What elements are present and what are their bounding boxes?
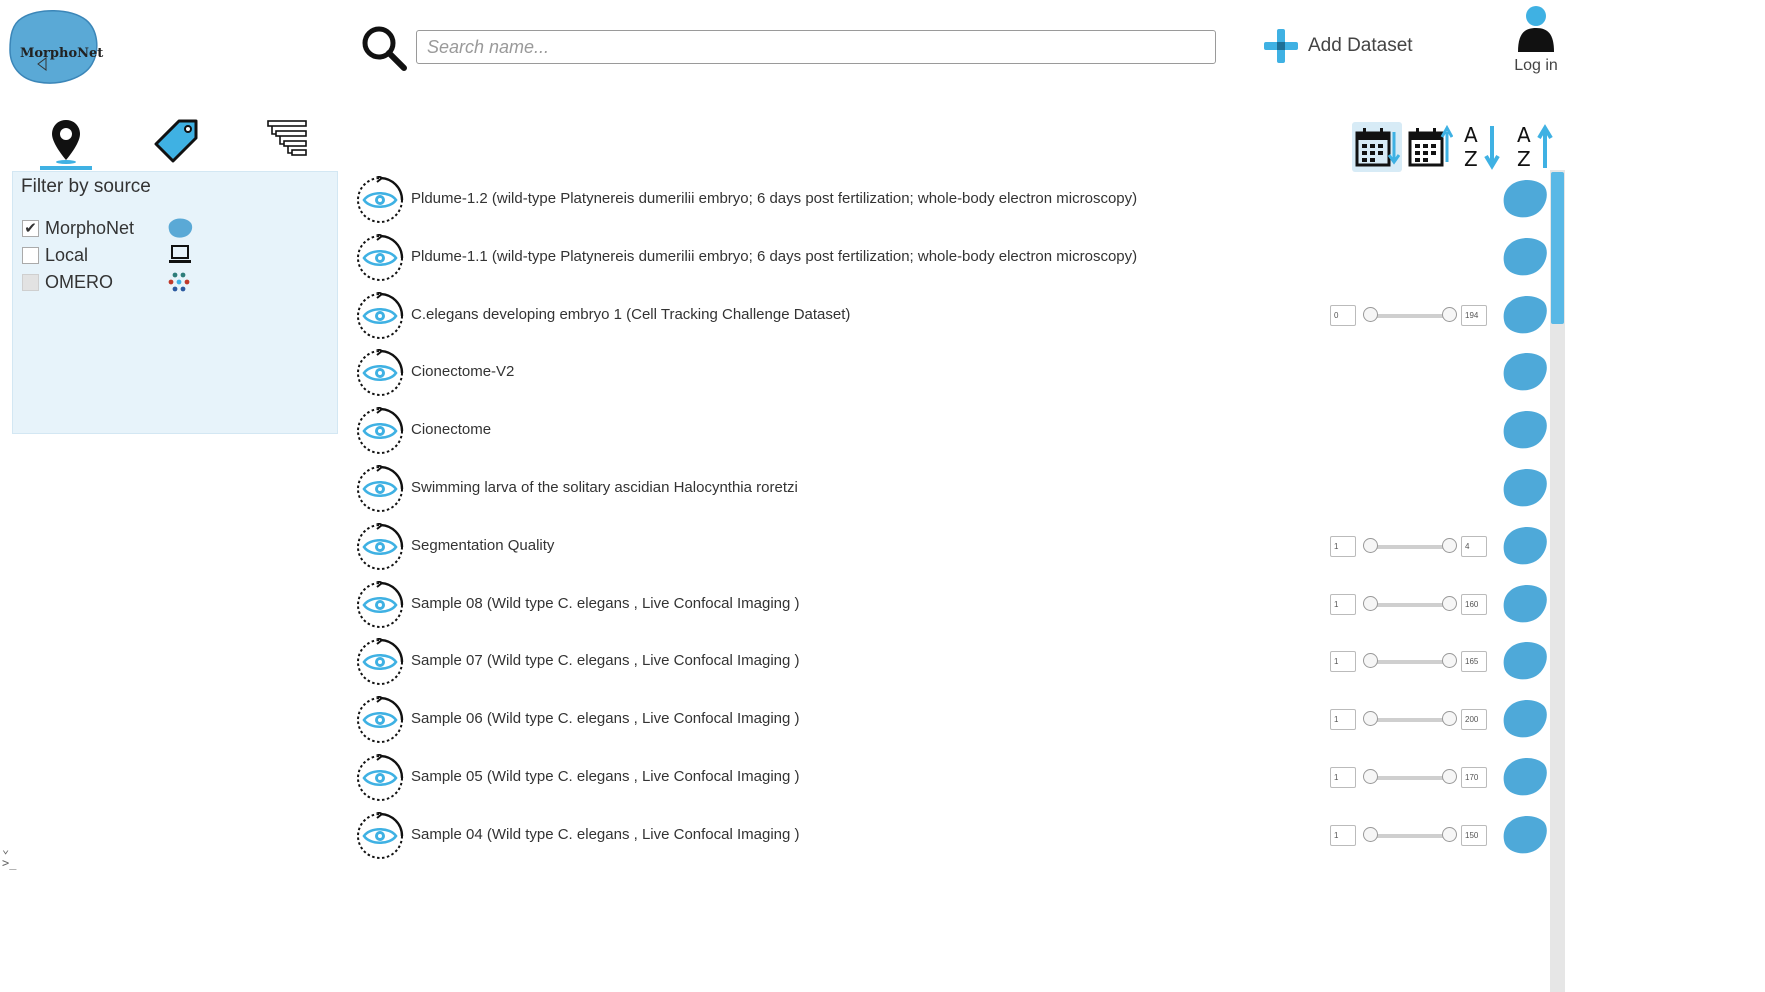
slider-max-handle[interactable] [1442,827,1457,842]
user-icon [1516,4,1556,54]
dataset-source-button[interactable] [1502,236,1547,278]
view-dataset-icon [356,638,404,686]
morphonet-blob-icon [1502,756,1547,798]
svg-text:Z: Z [1464,147,1478,171]
source-label: OMERO [45,271,114,292]
slider-min-handle[interactable] [1363,827,1378,842]
time-min-input[interactable]: 1 [1330,767,1356,788]
view-dataset-icon [356,176,404,224]
dataset-row[interactable] [352,401,1547,459]
source-label: Local [45,244,89,265]
sort-date-asc-button[interactable] [1405,122,1455,172]
tab-filter-tags[interactable] [150,118,202,170]
morphonet-blob-icon [1502,236,1547,278]
dataset-row[interactable] [352,170,1547,228]
view-dataset-button[interactable] [356,754,404,802]
dataset-source-button[interactable] [1502,640,1547,682]
morphonet-blob-icon [1502,814,1547,856]
view-dataset-button[interactable] [356,176,404,224]
omero-checkbox[interactable] [22,274,39,291]
view-dataset-button[interactable] [356,349,404,397]
view-dataset-icon [356,754,404,802]
slider-track[interactable] [1370,314,1450,318]
dataset-name: Sample 04 (Wild type C. elegans , Live Confocal Imaging ) [411,825,800,843]
slider-max-handle[interactable] [1442,538,1457,553]
morphonet-blob-icon [1502,583,1547,625]
dataset-name: Segmentation Quality [411,536,555,554]
view-dataset-icon [356,234,404,282]
morphonet-blob-icon [1502,409,1547,451]
laptop-icon [168,245,192,265]
dataset-source-button[interactable] [1502,467,1547,509]
sort-az-desc-button[interactable] [1458,122,1508,172]
dataset-name: Sample 06 (Wild type C. elegans , Live Confocal Imaging ) [411,710,800,728]
source-row-omero[interactable] [22,270,193,294]
slider-max-handle[interactable] [1442,711,1457,726]
tag-icon [153,118,199,164]
filter-title: Filter by source [21,176,151,197]
sort-alpha-up-icon [1513,122,1559,172]
dataset-source-button[interactable] [1502,814,1547,856]
dataset-row[interactable] [352,575,1547,633]
slider-track[interactable] [1370,603,1450,607]
dataset-row[interactable] [352,806,1547,864]
logo-text: MorphoNet [20,46,104,61]
morphonet-blob-icon [1502,467,1547,509]
morphonet-logo[interactable] [8,8,104,86]
search-input[interactable] [416,30,1216,64]
slider-track[interactable] [1370,660,1450,664]
dataset-row[interactable] [352,632,1547,690]
view-dataset-button[interactable] [356,696,404,744]
view-dataset-button[interactable] [356,638,404,686]
login-button[interactable] [1508,4,1564,75]
time-max-input[interactable]: 194 [1461,305,1487,326]
dataset-row[interactable] [352,748,1547,806]
dataset-source-button[interactable] [1502,351,1547,393]
view-dataset-button[interactable] [356,292,404,340]
slider-track[interactable] [1370,776,1450,780]
slider-track[interactable] [1370,545,1450,549]
svg-text:Z: Z [1517,147,1531,171]
view-dataset-icon [356,292,404,340]
tab-filter-hierarchy[interactable] [262,118,314,170]
dataset-source-button[interactable] [1502,756,1547,798]
time-min-input[interactable]: 1 [1330,594,1356,615]
search-icon[interactable] [358,22,410,74]
source-label: MorphoNet [45,217,135,238]
time-max-input[interactable]: 200 [1461,709,1487,730]
morphonet-blob-icon [167,217,193,239]
view-dataset-icon [356,465,404,513]
view-dataset-icon [356,581,404,629]
dataset-name: Cionectome-V2 [411,363,515,381]
slider-max-handle[interactable] [1442,769,1457,784]
dataset-row[interactable] [352,517,1547,575]
slider-min-handle[interactable] [1363,769,1378,784]
add-dataset-button[interactable] [1262,26,1413,66]
time-min-input[interactable]: 1 [1330,825,1356,846]
location-pin-icon [50,118,82,164]
omero-dots-icon [167,271,193,293]
view-dataset-button[interactable] [356,234,404,282]
view-dataset-button[interactable] [356,523,404,571]
dataset-name: Sample 05 (Wild type C. elegans , Live Confocal Imaging ) [411,768,800,785]
morphonet-blob-icon [1502,294,1547,336]
console-toggle[interactable]: ⌄ >_ [2,842,17,870]
dataset-list [352,170,1547,992]
list-scrollbar[interactable] [1550,170,1565,992]
dataset-row[interactable] [352,690,1547,748]
dataset-row[interactable] [352,459,1547,517]
dataset-name: Swimming larva of the solitary ascidian Halocynthia roretzi [411,479,798,496]
plus-icon [1262,27,1300,65]
view-dataset-icon [356,349,404,397]
slider-min-handle[interactable] [1363,596,1378,611]
slider-max-handle[interactable] [1442,596,1457,611]
dataset-source-button[interactable] [1502,178,1547,220]
slider-min-handle[interactable] [1363,653,1378,668]
morphonet-blob-icon [1502,640,1547,682]
slider-max-handle[interactable] [1442,307,1457,322]
dataset-name: Pldume-1.1 (wild-type Platynereis dumerilii embryo; 6 days post fertilization; whole-body electron microscopy) [411,247,1138,265]
view-dataset-icon [356,696,404,744]
time-min-input[interactable]: 1 [1330,651,1356,672]
dataset-row[interactable] [352,286,1547,344]
add-dataset-label: Add Dataset [1308,35,1413,56]
sort-alpha-down-icon [1460,122,1506,172]
slider-track[interactable] [1370,834,1450,838]
time-max-input[interactable]: 160 [1461,594,1487,615]
time-min-input[interactable]: 0 [1330,305,1356,326]
dataset-source-button[interactable] [1502,525,1547,567]
source-row-morphonet[interactable] [22,216,193,240]
view-dataset-icon [356,523,404,571]
morphonet-blob-icon [1502,698,1547,740]
time-max-input[interactable]: 4 [1461,536,1487,557]
svg-text:A: A [1464,123,1478,147]
view-dataset-button[interactable] [356,812,404,860]
slider-min-handle[interactable] [1363,538,1378,553]
morphonet-blob-icon [1502,525,1547,567]
sort-az-asc-button[interactable] [1511,122,1561,172]
login-label: Log in [1514,57,1558,74]
view-dataset-icon [356,812,404,860]
sort-date-desc-button[interactable] [1352,122,1402,172]
morphonet-blob-icon [1502,178,1547,220]
dataset-source-button[interactable] [1502,294,1547,336]
slider-max-handle[interactable] [1442,653,1457,668]
svg-text:A: A [1517,123,1531,147]
source-row-local[interactable] [22,243,193,267]
view-dataset-button[interactable] [356,581,404,629]
calendar-sort-up-icon [1407,124,1453,170]
time-min-input[interactable]: 1 [1330,709,1356,730]
dataset-source-button[interactable] [1502,698,1547,740]
slider-min-handle[interactable] [1363,711,1378,726]
dataset-name: Sample 08 (Wild type C. elegans , Live Confocal Imaging ) [411,594,800,612]
dataset-row[interactable] [352,228,1547,286]
dataset-source-button[interactable] [1502,583,1547,625]
dataset-name: C.elegans developing embryo 1 (Cell Tracking Challenge Dataset) [411,305,851,323]
slider-min-handle[interactable] [1363,307,1378,322]
local-checkbox[interactable] [22,247,39,264]
hierarchy-tree-icon [266,118,310,158]
view-dataset-icon [356,407,404,455]
tab-filter-source[interactable] [40,118,92,170]
dataset-name: Cionectome [411,421,492,439]
time-max-input[interactable]: 150 [1461,825,1487,846]
time-max-input[interactable]: 170 [1461,767,1487,788]
slider-track[interactable] [1370,718,1450,722]
morphonet-checkbox[interactable]: ✔ [22,220,39,237]
time-max-input[interactable]: 165 [1461,651,1487,672]
view-dataset-button[interactable] [356,465,404,513]
scrollbar-thumb[interactable] [1551,172,1564,324]
morphonet-blob-icon [1502,351,1547,393]
time-min-input[interactable]: 1 [1330,536,1356,557]
dataset-name: Pldume-1.2 (wild-type Platynereis dumerilii embryo; 6 days post fertilization; whole-body electron microscopy) [411,190,1138,207]
dataset-source-button[interactable] [1502,409,1547,451]
source-filter-panel [12,171,338,434]
calendar-sort-down-icon [1354,124,1400,170]
view-dataset-button[interactable] [356,407,404,455]
dataset-row[interactable] [352,343,1547,401]
dataset-name: Sample 07 (Wild type C. elegans , Live Confocal Imaging ) [411,652,800,670]
